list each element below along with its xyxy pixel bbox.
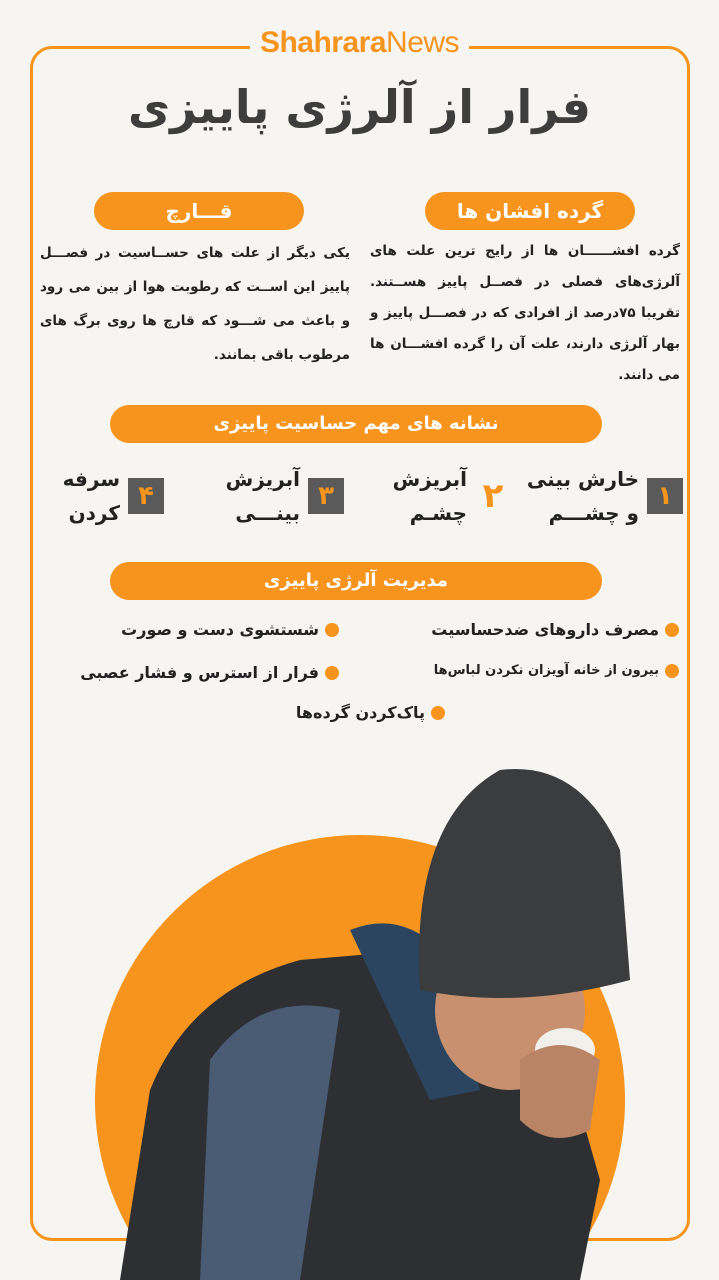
bullet-icon xyxy=(325,623,339,637)
tip-text: بیرون از خانه آویزان نکردن لباس‌ها xyxy=(433,663,659,678)
pollen-heading: گرده افشان ها xyxy=(425,192,635,230)
symptom-number: ۲ xyxy=(482,476,504,516)
brand-name-light: News xyxy=(386,26,460,59)
symptom-number: ۱ xyxy=(647,478,683,514)
fungus-text: یکی دیگر از علت های حســاسیت در فصـــل پاییز این اســت که رطوبت هوا از بین می رود و باعث می شـــود که قارچ ها روی برگ های مرطوب باقی بمانند. xyxy=(40,245,350,363)
tip-text: مصرف داروهای ضدحساسیت xyxy=(431,620,659,639)
management-heading: مدیریت آلرژی پاییزی xyxy=(110,562,602,600)
symptom-label: چشـم xyxy=(409,501,467,525)
bullet-icon xyxy=(431,706,445,720)
symptom-number: ۴ xyxy=(128,478,164,514)
symptom-label: کردن xyxy=(68,501,120,525)
beanie-shape xyxy=(419,769,630,998)
bullet-icon xyxy=(665,664,679,678)
bullet-icon xyxy=(325,666,339,680)
symptom-label: آبریزش xyxy=(225,467,300,491)
tip-item xyxy=(80,663,339,682)
symptoms-heading: نشانه های مهم حساسیت پاییزی xyxy=(110,405,602,443)
symptom-label: خارش بینی xyxy=(526,467,639,491)
symptom-item xyxy=(226,462,344,530)
sneezing-man-illustration xyxy=(0,760,719,1280)
tip-text: پاک‌کردن گرده‌ها xyxy=(295,703,425,722)
pollen-text: گرده افشــــــان ها از رایج ترین علت های آلرژی‌های فصلی در فصــل پاییز هســتند. تقریبا ۷۵درصد از افرادی که در فصـــل پاییز و بهار آلرژی دارند، علت آن را گرده افشـــان ها می دانند. xyxy=(370,243,680,383)
brand-logo xyxy=(0,26,719,60)
symptom-label: سرفه xyxy=(62,467,120,491)
symptom-item xyxy=(63,462,164,530)
tip-item xyxy=(431,620,679,639)
tip-item xyxy=(121,620,339,639)
symptom-label: بینـــی xyxy=(235,501,300,525)
tip-text: فرار از استرس و فشار عصبی xyxy=(80,663,319,682)
bullet-icon xyxy=(665,623,679,637)
symptom-item xyxy=(527,462,683,530)
symptom-label: آبریزش xyxy=(392,467,467,491)
symptom-item xyxy=(393,462,511,530)
hand-shape xyxy=(520,1045,600,1138)
brand-name-bold: Shahrara xyxy=(259,26,387,59)
symptom-number: ۳ xyxy=(308,478,344,514)
tip-item xyxy=(296,703,445,722)
symptom-label: و چشـــم xyxy=(548,501,639,525)
fungus-heading: قـــارچ xyxy=(94,192,304,230)
tip-text: شستشوی دست و صورت xyxy=(121,620,319,639)
tip-item xyxy=(434,663,679,678)
page-title: فرار از آلرژی پاییزی xyxy=(128,80,591,134)
